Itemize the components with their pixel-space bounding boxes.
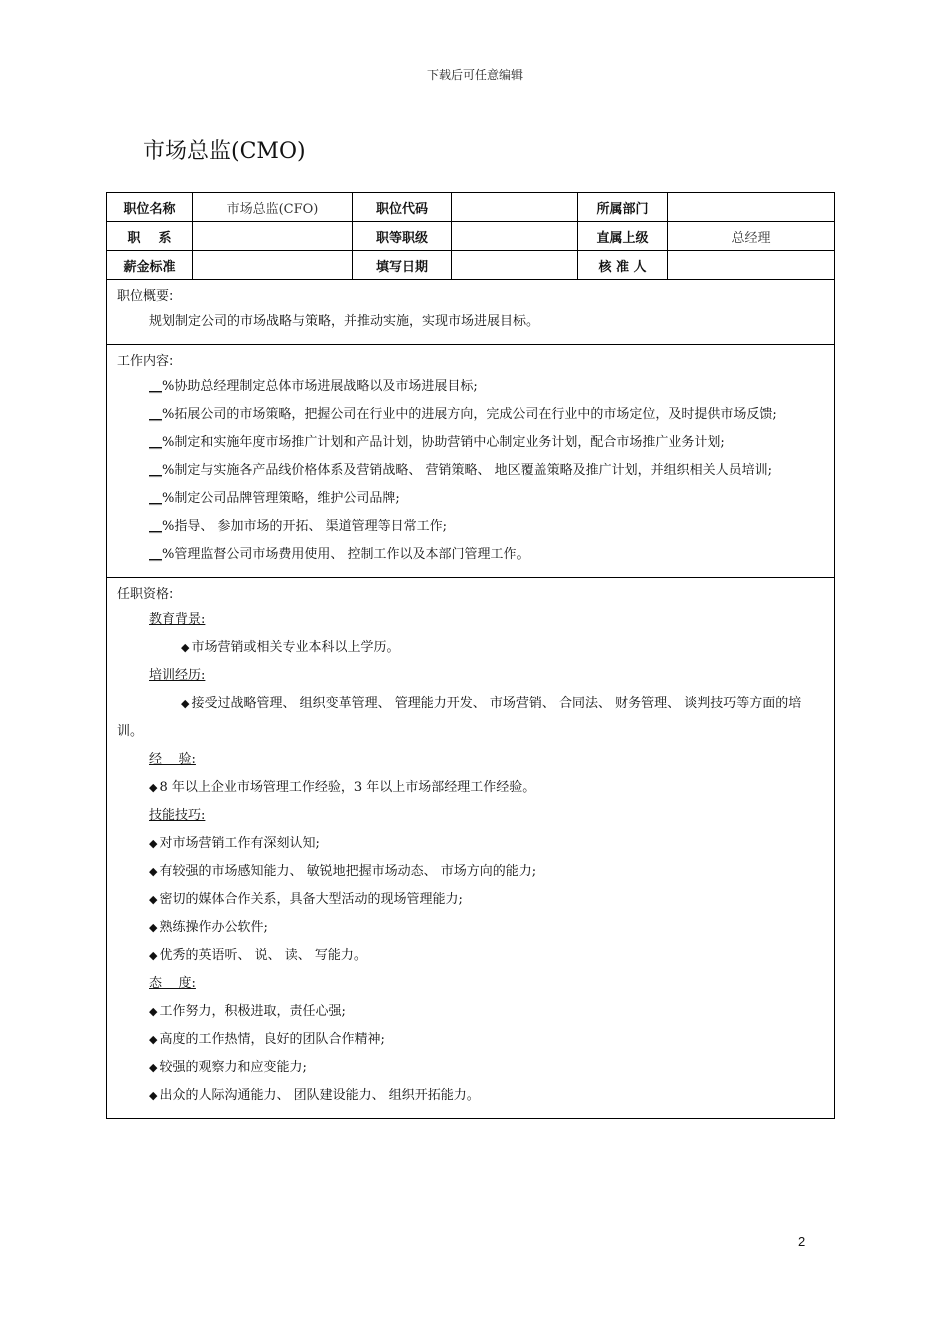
overview-text: 规划制定公司的市场战略与策略，并推动实施，实现市场进展目标。 — [149, 314, 540, 329]
diamond-bullet-icon: ◆ — [149, 1089, 158, 1102]
job-description-table — [106, 192, 835, 1119]
item-text: 密切的媒体合作关系，具备大型活动的现场管理能力; — [159, 892, 463, 907]
duty-text: %制定公司品牌管理策略，维护公司品牌; — [162, 491, 400, 506]
page-title: 市场总监(CMO) — [143, 139, 306, 164]
duty-blank: __ — [149, 519, 162, 534]
duty-text: %拓展公司的市场策略，把握公司在行业中的进展方向，完成公司在行业中的市场定位，及时提供市场反馈; — [162, 407, 777, 422]
page-number: 2 — [798, 1234, 806, 1249]
label-position-code: 职位代码 — [353, 193, 452, 222]
table-row — [107, 222, 835, 251]
label-position-name: 职位名称 — [107, 193, 193, 222]
value-fill-date — [452, 251, 578, 280]
duty-item — [117, 401, 824, 429]
duty-text: %制定和实施年度市场推广计划和产品计划，协助营销中心制定业务计划，配合市场推广业务计划; — [162, 435, 725, 450]
duty-text: %指导、 参加市场的开拓、 渠道管理等日常工作; — [162, 519, 447, 534]
education-item — [117, 634, 824, 662]
diamond-bullet-icon: ◆ — [149, 1033, 158, 1046]
skill-item — [117, 858, 824, 886]
education-label: 教育背景: — [149, 612, 206, 627]
table-row — [107, 193, 835, 222]
diamond-bullet-icon: ◆ — [149, 921, 158, 934]
duty-text: %协助总经理制定总体市场进展战略以及市场进展目标; — [162, 379, 478, 394]
value-department — [668, 193, 835, 222]
item-text: 熟练操作办公软件; — [159, 920, 268, 935]
skill-item — [117, 830, 824, 858]
duty-item — [117, 429, 824, 457]
item-text: 高度的工作热情，良好的团队合作精神; — [159, 1032, 385, 1047]
value-job-family — [193, 222, 353, 251]
diamond-bullet-icon: ◆ — [181, 697, 190, 710]
item-text: 市场营销或相关专业本科以上学历。 — [191, 640, 400, 655]
duty-blank: __ — [149, 435, 162, 450]
duty-item — [117, 485, 824, 513]
item-text: 接受过战略管理、 组织变革管理、 管理能力开发、 市场营销、 合同法、 财务管理、 谈判技巧等方面的培训。 — [117, 696, 802, 739]
item-text: 出众的人际沟通能力、 团队建设能力、 组织开拓能力。 — [159, 1088, 480, 1103]
value-position-code — [452, 193, 578, 222]
item-text: 8 年以上企业市场管理工作经验，3 年以上市场部经理工作经验。 — [159, 780, 536, 795]
value-salary — [193, 251, 353, 280]
item-text: 工作努力，积极进取，责任心强; — [159, 1004, 346, 1019]
experience-label: 经 验: — [149, 752, 196, 767]
label-direct-superior: 直属上级 — [578, 222, 668, 251]
label-fill-date: 填写日期 — [353, 251, 452, 280]
value-position-name: 市场总监(CFO) — [193, 193, 353, 222]
attitude-item — [117, 1054, 824, 1082]
item-text: 较强的观察力和应变能力; — [159, 1060, 307, 1075]
duty-item — [117, 373, 824, 401]
qualifications-heading: 任职资格: — [117, 587, 174, 602]
diamond-bullet-icon: ◆ — [149, 1005, 158, 1018]
skill-item — [117, 886, 824, 914]
table-row — [107, 251, 835, 280]
diamond-bullet-icon: ◆ — [149, 1061, 158, 1074]
diamond-bullet-icon: ◆ — [181, 641, 190, 654]
value-grade — [452, 222, 578, 251]
duty-blank: __ — [149, 491, 162, 506]
duty-item — [117, 457, 824, 485]
label-grade: 职等职级 — [353, 222, 452, 251]
duty-blank: __ — [149, 547, 162, 562]
header-note: 下载后可任意编辑 — [426, 68, 523, 82]
item-text: 对市场营销工作有深刻认知; — [159, 836, 320, 851]
attitude-item — [117, 1026, 824, 1054]
label-salary: 薪金标准 — [107, 251, 193, 280]
overview-heading: 职位概要: — [117, 289, 174, 304]
duty-blank: __ — [149, 379, 162, 394]
label-approver: 核 准 人 — [578, 251, 668, 280]
diamond-bullet-icon: ◆ — [149, 837, 158, 850]
duty-text: %制定与实施各产品线价格体系及营销战略、 营销策略、 地区覆盖策略及推广计划，并组织相关人员培训; — [162, 463, 772, 478]
attitude-item — [117, 998, 824, 1026]
duties-section — [107, 345, 835, 578]
skill-item — [117, 914, 824, 942]
value-direct-superior: 总经理 — [668, 222, 835, 251]
skill-item — [117, 942, 824, 970]
item-text: 优秀的英语听、 说、 读、 写能力。 — [159, 948, 367, 963]
diamond-bullet-icon: ◆ — [149, 893, 158, 906]
diamond-bullet-icon: ◆ — [149, 865, 158, 878]
label-department: 所属部门 — [578, 193, 668, 222]
duties-heading: 工作内容: — [117, 354, 174, 369]
attitude-item — [117, 1082, 824, 1110]
attitude-label: 态 度: — [149, 976, 196, 991]
value-approver — [668, 251, 835, 280]
skills-label: 技能技巧: — [149, 808, 206, 823]
experience-item — [117, 774, 824, 802]
training-label: 培训经历: — [149, 668, 206, 683]
overview-section — [107, 280, 835, 345]
qualifications-section — [107, 578, 835, 1119]
label-job-family: 职 系 — [107, 222, 193, 251]
duty-blank: __ — [149, 407, 162, 422]
duty-item — [117, 541, 824, 569]
diamond-bullet-icon: ◆ — [149, 949, 158, 962]
item-text: 有较强的市场感知能力、 敏锐地把握市场动态、 市场方向的能力; — [159, 864, 537, 879]
duty-blank: __ — [149, 463, 162, 478]
training-item — [117, 690, 824, 746]
diamond-bullet-icon: ◆ — [149, 781, 158, 794]
duty-text: %管理监督公司市场费用使用、 控制工作以及本部门管理工作。 — [162, 547, 530, 562]
duty-item — [117, 513, 824, 541]
